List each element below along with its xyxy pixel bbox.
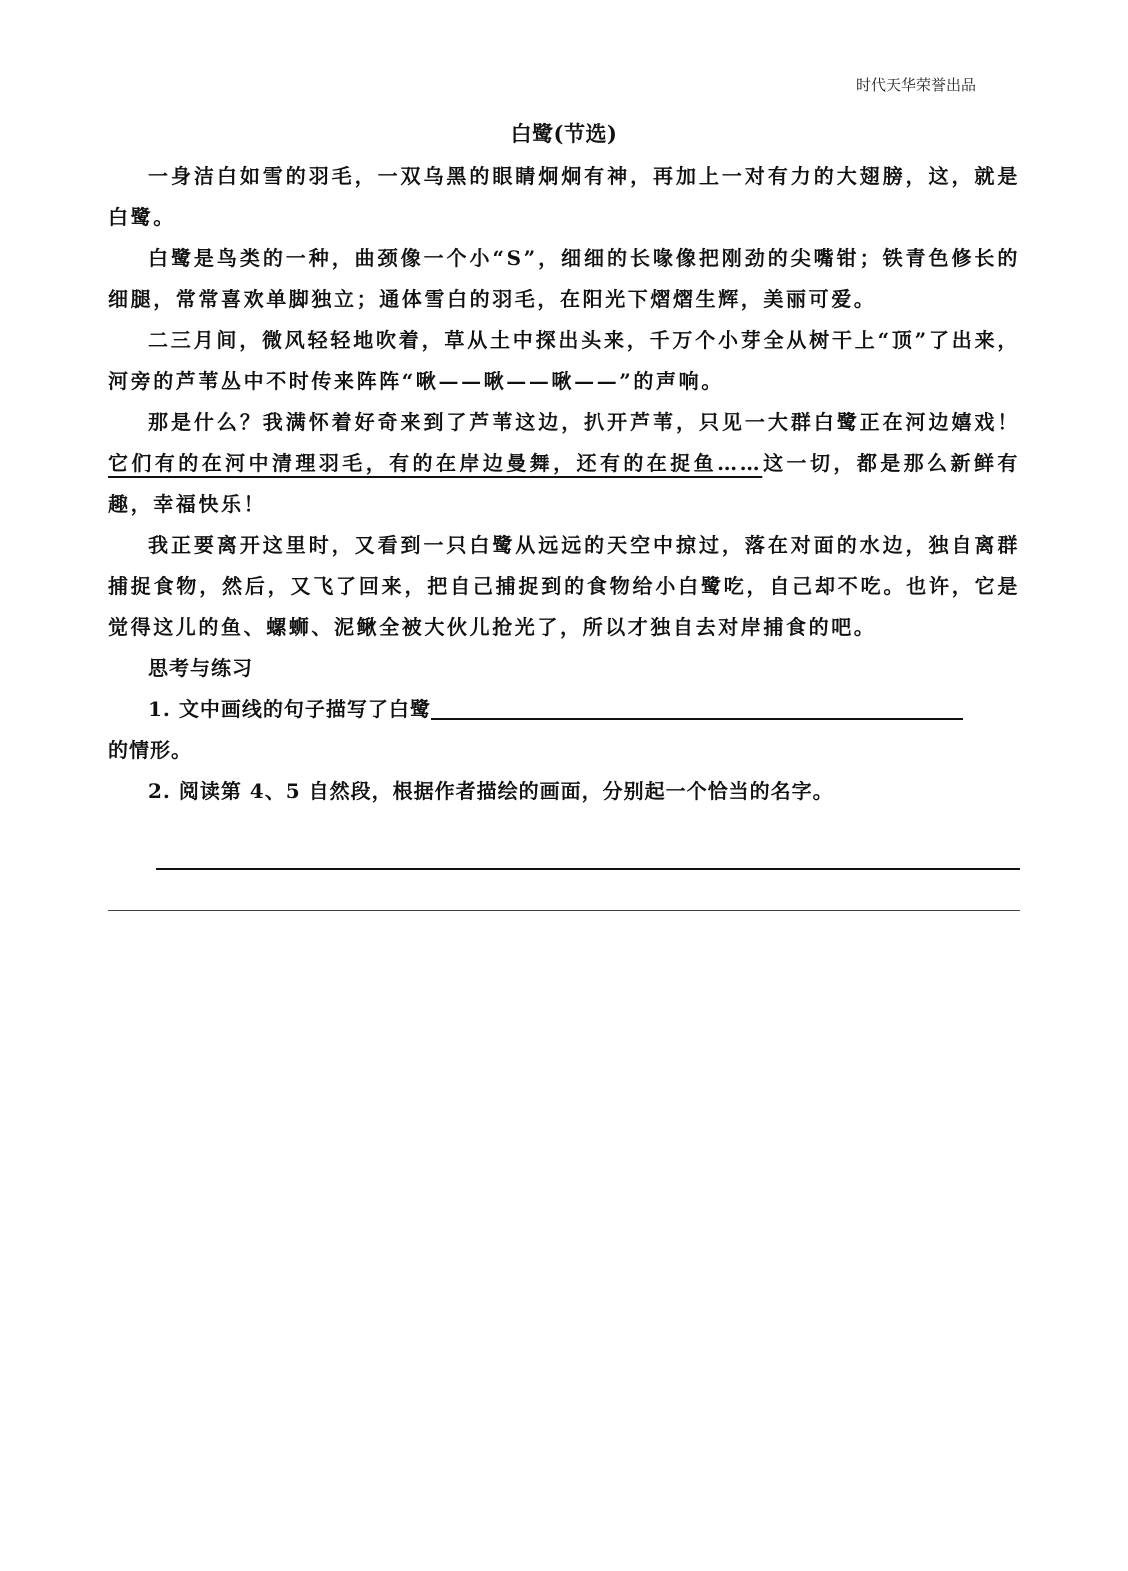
underlined-sentence: 它们有的在河中清理羽毛，有的在岸边曼舞，还有的在捉鱼…… [108,451,763,475]
question-2-answer-blank[interactable] [156,868,1020,870]
question-1-prefix: 1. 文中画线的句子描写了白鹭 [148,697,431,721]
paragraph-1: 一身洁白如雪的羽毛，一双乌黑的眼睛炯炯有神，再加上一对有力的大翅膀，这，就是白鹭。 [108,164,1020,229]
paragraph-4 [108,402,1020,525]
paragraph-5: 我正要离开这里时，又看到一只白鹭从远远的天空中掠过，落在对面的水边，独自离群捕捉食物，然后，又飞了回来，把自己捕捉到的食物给小白鹭吃，自己却不吃。也许，它是觉得这儿的鱼、螺蛳、泥鳅全被大伙儿抢光了，所以才独自去对岸捕食的吧。 [108,533,1020,639]
article-title: 白鹭(节选) [510,121,618,146]
article-body [108,156,1020,812]
question-1 [108,689,1020,730]
paragraph-4-start: 那是什么？我满怀着好奇来到了芦苇这边，扒开芦苇，只见一大群白鹭正在河边嬉戏！ [148,410,1020,434]
paragraph-3: 二三月间，微风轻轻地吹着，草从土中探出头来，千万个小芽全从树干上“顶”了出来，河旁的芦苇丛中不时传来阵阵“啾——啾——啾——”的声响。 [108,328,1020,393]
question-2: 2. 阅读第 4、5 自然段，根据作者描绘的画面，分别起一个恰当的名字。 [148,779,834,803]
question-1-answer-blank[interactable] [431,692,963,720]
paragraph-4-end: 这一切，都是那么新鲜有趣，幸福快乐！ [108,451,1020,516]
question-1-suffix: 的情形。 [108,738,192,762]
section-divider [108,910,1020,911]
exercise-section-title: 思考与练习 [148,656,253,680]
header-note: 时代天华荣誉出品 [855,76,976,94]
paragraph-2: 白鹭是鸟类的一种，曲颈像一个小“S”，细细的长喙像把刚劲的尖嘴钳；铁青色修长的细腿，常常喜欢单脚独立；通体雪白的羽毛，在阳光下熠熠生辉，美丽可爱。 [108,246,1020,311]
